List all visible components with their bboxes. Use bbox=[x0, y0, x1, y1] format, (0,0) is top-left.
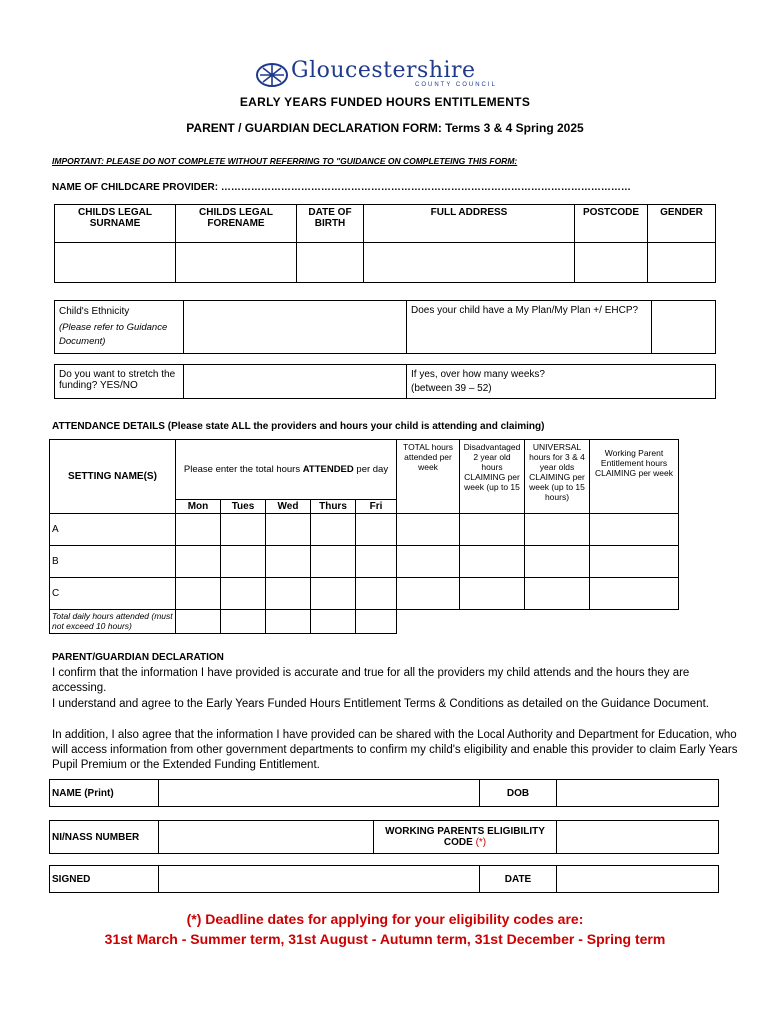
header-postcode: POSTCODE bbox=[575, 205, 648, 243]
cell[interactable] bbox=[176, 578, 221, 610]
cell[interactable] bbox=[590, 546, 679, 578]
cell[interactable] bbox=[176, 514, 221, 546]
dob-sign-field[interactable] bbox=[557, 780, 719, 807]
ni-field[interactable] bbox=[159, 821, 374, 854]
cell[interactable] bbox=[266, 578, 311, 610]
cell[interactable] bbox=[221, 514, 266, 546]
dob-label: DOB bbox=[480, 780, 557, 807]
ethnicity-table bbox=[54, 300, 716, 354]
day-wed: Wed bbox=[266, 500, 311, 514]
stretch-table bbox=[54, 364, 716, 399]
child-details-table bbox=[54, 204, 716, 283]
important-notice: IMPORTANT: PLEASE DO NOT COMPLETE WITHOUT REFERRING TO "GUIDANCE ON COMPLETEING THIS FORM: bbox=[52, 156, 518, 166]
date-field[interactable] bbox=[557, 866, 719, 893]
cell[interactable] bbox=[221, 546, 266, 578]
cell[interactable] bbox=[525, 514, 590, 546]
eligibility-code-field[interactable] bbox=[557, 821, 719, 854]
provider-label[interactable]: NAME OF CHILDCARE PROVIDER: …………………………………………………………………………………………………………… bbox=[52, 182, 631, 193]
declaration-p1: I confirm that the information I have provided is accurate and true for all the providers my child attends and the hours they are accessing. bbox=[52, 667, 690, 694]
weeks-range: (between 39 – 52) bbox=[411, 383, 492, 394]
stretch-field[interactable] bbox=[184, 365, 407, 399]
signed-field[interactable] bbox=[159, 866, 480, 893]
cell[interactable] bbox=[397, 578, 460, 610]
signed-label: SIGNED bbox=[50, 866, 159, 893]
cell[interactable] bbox=[460, 578, 525, 610]
attendance-title: ATTENDANCE DETAILS (Please state ALL the providers and hours your child is attending and claiming) bbox=[52, 421, 545, 432]
eligibility-code-label: WORKING PARENTS ELIGIBILITY CODE (*) bbox=[374, 821, 557, 854]
postcode-field[interactable] bbox=[575, 243, 648, 283]
stretch-label: Do you want to stretch the funding? YES/NO bbox=[55, 365, 184, 399]
total-hours-header: TOTAL hours attended per week bbox=[397, 440, 460, 514]
header-surname: CHILDS LEGAL SURNAME bbox=[55, 205, 176, 243]
cell[interactable] bbox=[311, 578, 356, 610]
declaration-p2: I understand and agree to the Early Years Funded Hours Entitlement Terms & Conditions as detailed on the Guidance Document. bbox=[52, 698, 709, 710]
cell[interactable] bbox=[525, 546, 590, 578]
cell[interactable] bbox=[356, 578, 397, 610]
cell[interactable] bbox=[311, 546, 356, 578]
table-row bbox=[50, 546, 679, 578]
logo-name: Gloucestershire bbox=[291, 58, 476, 83]
cell[interactable] bbox=[590, 578, 679, 610]
weeks-question: If yes, over how many weeks? bbox=[411, 369, 545, 380]
day-mon: Mon bbox=[176, 500, 221, 514]
cell[interactable] bbox=[311, 610, 356, 634]
date-label: DATE bbox=[480, 866, 557, 893]
cell[interactable] bbox=[525, 578, 590, 610]
declaration-title: PARENT/GUARDIAN DECLARATION bbox=[52, 652, 224, 663]
setting-name-header: SETTING NAME(S) bbox=[50, 440, 176, 514]
day-tues: Tues bbox=[221, 500, 266, 514]
row-label-c: C bbox=[50, 578, 176, 610]
plan-field[interactable] bbox=[652, 301, 716, 354]
header-gender: GENDER bbox=[648, 205, 716, 243]
enter-hours-header: Please enter the total hours ATTENDED per day bbox=[176, 440, 397, 500]
name-field[interactable] bbox=[159, 780, 480, 807]
row-label-a: A bbox=[50, 514, 176, 546]
table-row bbox=[50, 514, 679, 546]
name-table bbox=[49, 779, 719, 807]
disadvantaged-header: Disadvantaged 2 year old hours CLAIMING per week (up to 15 bbox=[460, 440, 525, 514]
day-thurs: Thurs bbox=[311, 500, 356, 514]
page-title: EARLY YEARS FUNDED HOURS ENTITLEMENTS bbox=[239, 95, 531, 109]
ni-label: NI/NASS NUMBER bbox=[50, 821, 159, 854]
surname-field[interactable] bbox=[55, 243, 176, 283]
total-daily-label: Total daily hours attended (must not exceed 10 hours) bbox=[50, 610, 176, 634]
header-dob: DATE OF BIRTH bbox=[297, 205, 364, 243]
cell[interactable] bbox=[356, 546, 397, 578]
header-forename: CHILDS LEGAL FORENAME bbox=[176, 205, 297, 243]
deadline-line2: 31st March - Summer term, 31st August - Autumn term, 31st December - Spring term bbox=[104, 931, 666, 947]
cell[interactable] bbox=[590, 514, 679, 546]
cell[interactable] bbox=[266, 514, 311, 546]
declaration-p3: In addition, I also agree that the information I have provided can be shared with the Local Authority and Department for Education, who will access information from other government departments to confirm my child's eligibility and enable this provider to claim Early Years Pupil Premium or the Extended Funding Entitlement. bbox=[52, 729, 738, 771]
working-parent-header: Working Parent Entitlement hours CLAIMING per week bbox=[590, 440, 679, 514]
cell[interactable] bbox=[176, 610, 221, 634]
deadline-line1: (*) Deadline dates for applying for your eligibility codes are: bbox=[186, 911, 584, 927]
universal-header: UNIVERSAL hours for 3 & 4 year olds CLAIMING per week (up to 15 hours) bbox=[525, 440, 590, 514]
header-address: FULL ADDRESS bbox=[364, 205, 575, 243]
ni-table bbox=[49, 820, 719, 854]
cell[interactable] bbox=[221, 578, 266, 610]
council-logo bbox=[255, 60, 515, 90]
attendance-table bbox=[49, 439, 679, 634]
signed-table bbox=[49, 865, 719, 893]
ethnicity-field[interactable] bbox=[184, 301, 407, 354]
plan-question: Does your child have a My Plan/My Plan +/ EHCP? bbox=[407, 301, 652, 354]
cell[interactable] bbox=[397, 546, 460, 578]
page-subtitle: PARENT / GUARDIAN DECLARATION FORM: Terms 3 & 4 Spring 2025 bbox=[186, 121, 584, 135]
cell[interactable] bbox=[311, 514, 356, 546]
ethnicity-note: (Please refer to Guidance Document) bbox=[59, 322, 168, 347]
day-fri: Fri bbox=[356, 500, 397, 514]
table-row bbox=[50, 610, 679, 634]
crest-icon bbox=[255, 62, 289, 88]
cell[interactable] bbox=[460, 546, 525, 578]
cell[interactable] bbox=[397, 514, 460, 546]
forename-field[interactable] bbox=[176, 243, 297, 283]
address-field[interactable] bbox=[364, 243, 575, 283]
row-label-b: B bbox=[50, 546, 176, 578]
ethnicity-label: Child's Ethnicity bbox=[59, 306, 130, 317]
cell[interactable] bbox=[356, 514, 397, 546]
cell[interactable] bbox=[176, 546, 221, 578]
logo-sub: COUNTY COUNCIL bbox=[415, 82, 497, 88]
cell[interactable] bbox=[221, 610, 266, 634]
cell[interactable] bbox=[356, 610, 397, 634]
cell[interactable] bbox=[266, 610, 311, 634]
table-row bbox=[50, 578, 679, 610]
cell[interactable] bbox=[266, 546, 311, 578]
name-label: NAME (Print) bbox=[50, 780, 159, 807]
cell[interactable] bbox=[460, 514, 525, 546]
gender-field[interactable] bbox=[648, 243, 716, 283]
dob-field[interactable] bbox=[297, 243, 364, 283]
